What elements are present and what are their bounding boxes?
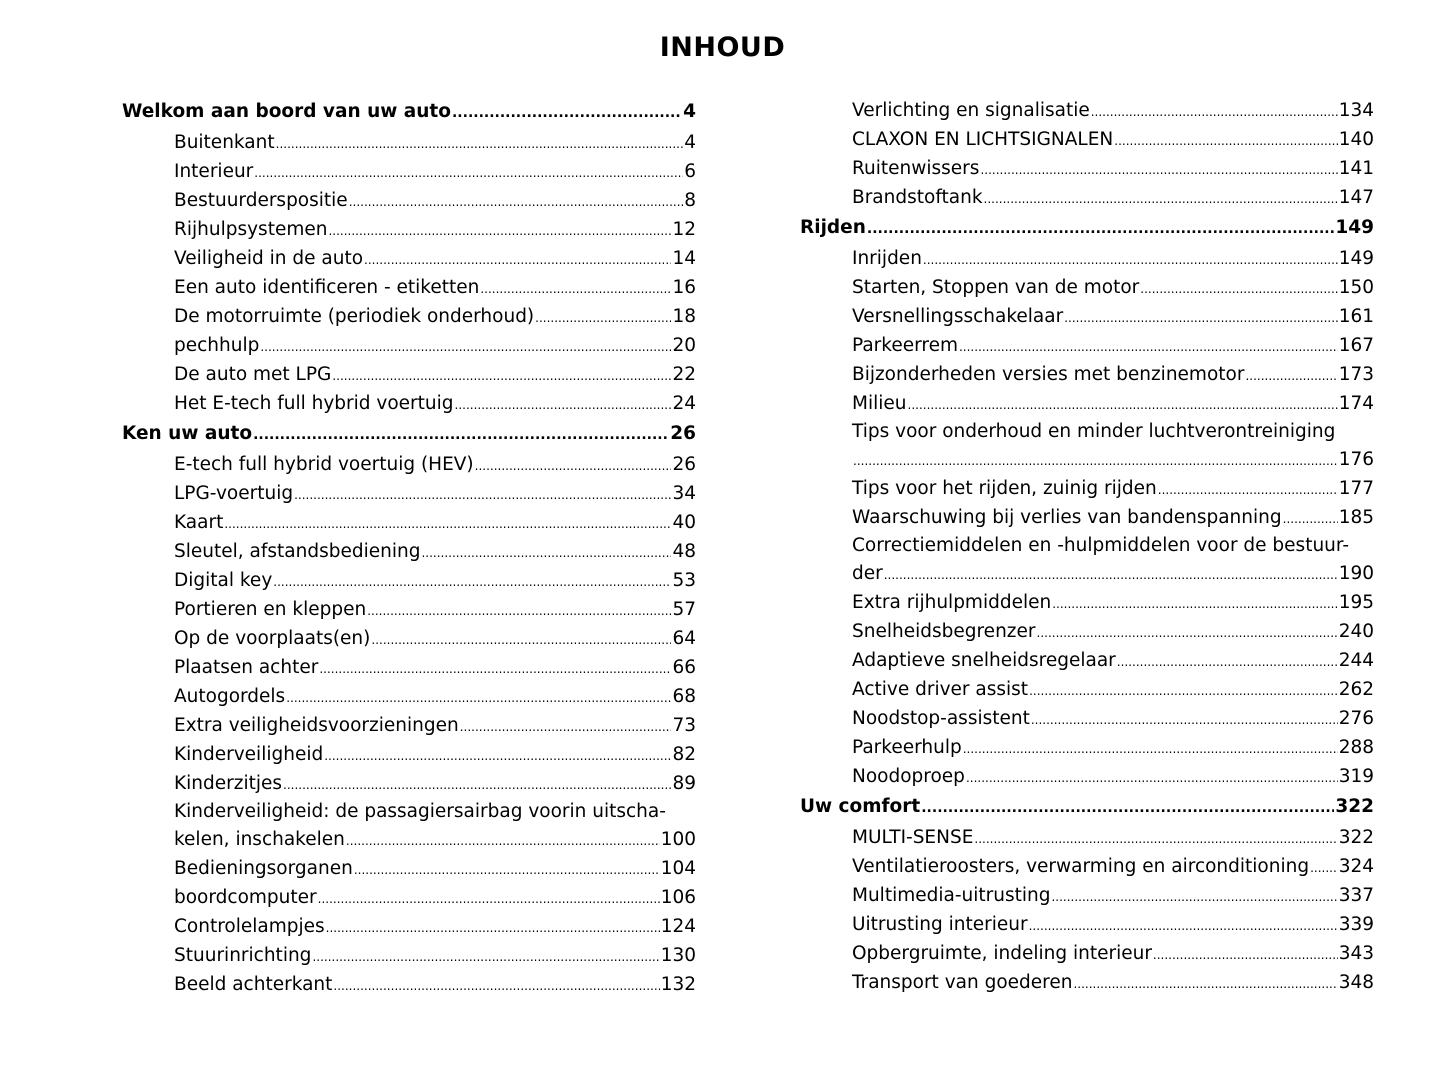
toc-entry[interactable] — [800, 244, 1374, 273]
toc-entry-page: 73 — [672, 715, 696, 736]
toc-right-column — [800, 96, 1374, 997]
toc-entry[interactable] — [800, 910, 1374, 939]
toc-entry[interactable] — [122, 798, 696, 854]
toc-entry-label: Ventilatieroosters, verwarming en airconditioning — [852, 856, 1310, 877]
dot-leader — [1051, 891, 1337, 903]
dot-leader — [884, 569, 1338, 581]
toc-entry[interactable] — [122, 854, 696, 883]
dot-leader — [421, 547, 671, 559]
toc-entry-label: boordcomputer — [174, 887, 317, 908]
dot-leader — [1064, 312, 1337, 324]
toc-entry-label: De motorruimte (periodiek onderhoud) — [174, 306, 535, 327]
toc-entry[interactable] — [800, 646, 1374, 675]
toc-entry[interactable] — [800, 733, 1374, 762]
dot-leader — [1158, 484, 1338, 496]
toc-entry-page: 26 — [672, 454, 696, 475]
toc-entry-label: Controlelampjes — [174, 916, 325, 937]
toc-entry[interactable] — [800, 418, 1374, 474]
toc-entry[interactable] — [800, 617, 1374, 646]
dot-leader — [328, 225, 671, 237]
toc-entry-label: Sleutel, afstandsbediening — [174, 541, 421, 562]
toc-entry-label-line1: Kinderveiligheid: de passagiersairbag voorin uitscha- — [174, 801, 666, 822]
toc-entry-label: Noodstop-assistent — [852, 708, 1030, 729]
toc-entry-page: 124 — [660, 916, 696, 937]
toc-entry-label: Autogordels — [174, 686, 286, 707]
toc-entry-label: Uitrusting interieur — [852, 914, 1028, 935]
toc-entry[interactable] — [800, 968, 1374, 997]
toc-entry-line2 — [852, 445, 1374, 474]
toc-entry-page: 66 — [672, 657, 696, 678]
toc-entry-label: Interieur — [174, 161, 254, 182]
toc-entry-page: 150 — [1338, 277, 1374, 298]
toc-entry-page: 48 — [672, 541, 696, 562]
toc-entry-page: 173 — [1338, 364, 1374, 385]
dot-leader — [959, 341, 1338, 353]
dot-leader — [326, 922, 660, 934]
toc-entry[interactable] — [122, 302, 696, 331]
toc-entry-page: 190 — [1338, 563, 1374, 584]
toc-entry[interactable] — [800, 474, 1374, 503]
toc-chapter-page: 149 — [1335, 217, 1374, 238]
toc-entry-label: Op de voorplaats(en) — [174, 628, 371, 649]
toc-entry-page: 177 — [1338, 478, 1374, 499]
toc-entry[interactable] — [122, 128, 696, 157]
dot-leader — [253, 428, 669, 442]
toc-entry-line2 — [852, 559, 1374, 588]
toc-entry-label: Verlichting en signalisatie — [852, 100, 1090, 121]
toc-entry-page: 141 — [1338, 158, 1374, 179]
toc-chapter-label: Welkom aan boord van uw auto — [122, 101, 451, 122]
toc-entry-label: Een auto identificeren - etiketten — [174, 277, 480, 298]
toc-entry-page: 240 — [1338, 621, 1374, 642]
dot-leader — [480, 283, 671, 295]
toc-entry[interactable] — [122, 450, 696, 479]
toc-entry-label: Stuurinrichting — [174, 945, 312, 966]
dot-leader — [867, 222, 1334, 236]
toc-entry-label: Snelheidsbegrenzer — [852, 621, 1036, 642]
toc-entry-label: CLAXON EN LICHTSIGNALEN — [852, 129, 1114, 150]
toc-entry-page: 4 — [684, 132, 696, 153]
dot-leader — [1310, 862, 1338, 874]
toc-entry[interactable] — [122, 479, 696, 508]
toc-entry-label: Bijzonderheden versies met benzinemotor — [852, 364, 1245, 385]
dot-leader — [1140, 283, 1337, 295]
toc-entry-label: Starten, Stoppen van de motor — [852, 277, 1140, 298]
toc-entry-label: Kinderzitjes — [174, 773, 282, 794]
dot-leader — [273, 576, 671, 588]
toc-entry-label: Milieu — [852, 393, 907, 414]
toc-entry-page: 106 — [660, 887, 696, 908]
toc-entry-page: 40 — [672, 512, 696, 533]
toc-entry[interactable] — [800, 939, 1374, 968]
toc-entry-label: Buitenkant — [174, 132, 275, 153]
toc-entry[interactable] — [800, 183, 1374, 212]
dot-leader — [921, 801, 1334, 815]
toc-chapter-label: Uw comfort — [800, 796, 921, 817]
toc-entry-page: 16 — [672, 277, 696, 298]
toc-entry[interactable] — [800, 503, 1374, 532]
toc-entry-label: Extra veiligheidsvoorzieningen — [174, 715, 459, 736]
toc-entry[interactable] — [122, 537, 696, 566]
toc-entry-label: Brandstoftank — [852, 187, 983, 208]
dot-leader — [354, 864, 660, 876]
toc-entry-label: Parkeerrem — [852, 335, 958, 356]
toc-entry-label: Plaatsen achter — [174, 657, 319, 678]
dot-leader — [367, 605, 671, 617]
toc-entry[interactable] — [122, 912, 696, 941]
toc-entry-label: Inrijden — [852, 248, 922, 269]
dot-leader — [908, 399, 1338, 411]
toc-entry[interactable] — [122, 740, 696, 769]
toc-entry[interactable] — [122, 157, 696, 186]
toc-entry-page: 176 — [1338, 449, 1374, 470]
dot-leader — [324, 750, 671, 762]
dot-leader — [346, 835, 660, 847]
dot-leader — [286, 692, 671, 704]
toc-entry-page: 20 — [672, 335, 696, 356]
toc-entry[interactable] — [800, 704, 1374, 733]
dot-leader — [984, 193, 1338, 205]
toc-entry-page: 22 — [672, 364, 696, 385]
toc-entry-label: der — [852, 563, 883, 584]
toc-entry-page: 132 — [660, 974, 696, 995]
dot-leader — [452, 106, 682, 120]
toc-entry[interactable] — [122, 970, 696, 999]
toc-entry-page: 104 — [660, 858, 696, 879]
toc-entry-label: Versnellingsschakelaar — [852, 306, 1064, 327]
toc-entry-label: Extra rijhulpmiddelen — [852, 592, 1052, 613]
toc-entry-label: Digital key — [174, 570, 273, 591]
toc-entry-label: Portieren en kleppen — [174, 599, 367, 620]
toc-entry-page: 288 — [1338, 737, 1374, 758]
toc-entry-label-line1: Tips voor onderhoud en minder luchtverontreiniging — [852, 421, 1336, 442]
toc-entry[interactable] — [122, 682, 696, 711]
toc-entry-label: Kaart — [174, 512, 224, 533]
toc-entry-label: LPG-voertuig — [174, 483, 294, 504]
toc-entry-page: 244 — [1338, 650, 1374, 671]
toc-chapter[interactable] — [122, 418, 696, 450]
toc-entry-label: Waarschuwing bij verlies van bandenspanning — [852, 507, 1282, 528]
dot-leader — [224, 518, 671, 530]
toc-entry[interactable] — [122, 711, 696, 740]
toc-entry-label: Active driver assist — [852, 679, 1029, 700]
toc-entry-page: 130 — [660, 945, 696, 966]
dot-leader — [923, 254, 1338, 266]
toc-entry[interactable] — [122, 624, 696, 653]
toc-entry-label: De auto met LPG — [174, 364, 332, 385]
toc-chapter-label: Rijden — [800, 217, 866, 238]
toc-entry-label: Veiligheid in de auto — [174, 248, 364, 269]
toc-chapter-page: 322 — [1335, 796, 1374, 817]
dot-leader — [254, 167, 683, 179]
toc-entry[interactable] — [122, 595, 696, 624]
toc-entry-page: 195 — [1338, 592, 1374, 613]
toc-entry[interactable] — [800, 675, 1374, 704]
dot-leader — [283, 779, 671, 791]
dot-leader — [371, 634, 671, 646]
toc-chapter[interactable] — [800, 791, 1374, 823]
toc-entry[interactable] — [800, 154, 1374, 183]
toc-entry-label: Beeld achterkant — [174, 974, 333, 995]
toc-entry-label: Parkeerhulp — [852, 737, 962, 758]
dot-leader — [1052, 598, 1337, 610]
toc-entry[interactable] — [800, 532, 1374, 588]
toc-entry-label: E-tech full hybrid voertuig (HEV) — [174, 454, 474, 475]
toc-entry-label: Bestuurderspositie — [174, 190, 348, 211]
toc-entry[interactable] — [800, 273, 1374, 302]
toc-entry-page: 339 — [1338, 914, 1374, 935]
toc-entry[interactable] — [800, 302, 1374, 331]
toc-entry[interactable] — [122, 941, 696, 970]
dot-leader — [1073, 978, 1337, 990]
toc-entry-page: 337 — [1338, 885, 1374, 906]
toc-chapter[interactable] — [122, 96, 696, 128]
toc-entry-page: 324 — [1338, 856, 1374, 877]
toc-entry[interactable] — [122, 273, 696, 302]
dot-leader — [1117, 656, 1338, 668]
toc-entry-label: Ruitenwissers — [852, 158, 980, 179]
toc-entry[interactable] — [122, 389, 696, 418]
toc-entry[interactable] — [122, 883, 696, 912]
dot-leader — [294, 489, 671, 501]
toc-entry[interactable] — [122, 186, 696, 215]
toc-entry-page: 6 — [684, 161, 696, 182]
toc-entry[interactable] — [800, 588, 1374, 617]
toc-entry-page: 64 — [672, 628, 696, 649]
toc-entry-page: 14 — [672, 248, 696, 269]
toc-chapter-page: 4 — [683, 101, 696, 122]
toc-entry-page: 18 — [672, 306, 696, 327]
page-title: INHOUD — [659, 32, 786, 63]
toc-entry[interactable] — [122, 215, 696, 244]
toc-entry-page: 82 — [672, 744, 696, 765]
dot-leader — [853, 455, 1338, 467]
dot-leader — [1245, 370, 1337, 382]
dot-leader — [966, 772, 1338, 784]
toc-entry-label: Multimedia-uitrusting — [852, 885, 1051, 906]
toc-entry[interactable] — [122, 769, 696, 798]
dot-leader — [1029, 920, 1338, 932]
toc-entry[interactable] — [800, 360, 1374, 389]
toc-entry-label: Het E-tech full hybrid voertuig — [174, 393, 454, 414]
toc-entry-page: 276 — [1338, 708, 1374, 729]
toc-entry-page: 348 — [1338, 972, 1374, 993]
dot-leader — [1037, 627, 1338, 639]
toc-entry-page: 68 — [672, 686, 696, 707]
dot-leader — [1029, 685, 1338, 697]
dot-leader — [332, 370, 671, 382]
toc-entry-page: 57 — [672, 599, 696, 620]
toc-entry-page: 174 — [1338, 393, 1374, 414]
toc-entry-page: 89 — [672, 773, 696, 794]
toc-entry-label: Bedieningsorganen — [174, 858, 353, 879]
dot-leader — [980, 164, 1337, 176]
dot-leader — [963, 743, 1338, 755]
dot-leader — [1091, 106, 1338, 118]
toc-entry-page: 167 — [1338, 335, 1374, 356]
toc-entry-page: 262 — [1338, 679, 1374, 700]
toc-entry[interactable] — [122, 653, 696, 682]
toc-chapter-label: Ken uw auto — [122, 423, 253, 444]
toc-entry-page: 12 — [672, 219, 696, 240]
dot-leader — [460, 721, 672, 733]
toc-entry-page: 100 — [660, 829, 696, 850]
dot-leader — [333, 980, 659, 992]
toc-entry-page: 161 — [1338, 306, 1374, 327]
toc-entry[interactable] — [800, 389, 1374, 418]
toc-entry-label: Opbergruimte, indeling interieur — [852, 943, 1152, 964]
dot-leader — [1114, 135, 1337, 147]
toc-entry-label: Noodoproep — [852, 766, 965, 787]
dot-leader — [455, 399, 672, 411]
toc-entry-label: Transport van goederen — [852, 972, 1073, 993]
toc-entry-page: 185 — [1338, 507, 1374, 528]
dot-leader — [1153, 949, 1338, 961]
toc-entry[interactable] — [800, 852, 1374, 881]
toc-entry-label: MULTI-SENSE — [852, 827, 974, 848]
toc-entry[interactable] — [800, 823, 1374, 852]
toc-entry-page: 8 — [684, 190, 696, 211]
toc-entry[interactable] — [800, 331, 1374, 360]
toc-entry[interactable] — [122, 244, 696, 273]
toc-entry[interactable] — [800, 881, 1374, 910]
dot-leader — [364, 254, 671, 266]
toc-entry[interactable] — [122, 508, 696, 537]
toc-entry-page: 319 — [1338, 766, 1374, 787]
dot-leader — [318, 893, 660, 905]
dot-leader — [1031, 714, 1338, 726]
toc-entry-label: Rijhulpsystemen — [174, 219, 328, 240]
toc-entry-label: kelen, inschakelen — [174, 829, 345, 850]
dot-leader — [276, 138, 684, 150]
toc-entry-page: 24 — [672, 393, 696, 414]
dot-leader — [260, 341, 671, 353]
toc-entry-page: 53 — [672, 570, 696, 591]
toc-entry[interactable] — [122, 331, 696, 360]
toc-entry-line2 — [174, 825, 696, 854]
dot-leader — [312, 951, 659, 963]
dot-leader — [349, 196, 684, 208]
toc-chapter-page: 26 — [670, 423, 696, 444]
toc-entry[interactable] — [800, 96, 1374, 125]
toc-entry-label: Kinderveiligheid — [174, 744, 324, 765]
toc-entry-page: 140 — [1338, 129, 1374, 150]
toc-entry-page: 147 — [1338, 187, 1374, 208]
dot-leader — [319, 663, 671, 675]
toc-entry[interactable] — [122, 566, 696, 595]
toc-entry[interactable] — [122, 360, 696, 389]
toc-entry-page: 322 — [1338, 827, 1374, 848]
toc-entry-label-line1: Correctiemiddelen en -hulpmiddelen voor de bestuur- — [852, 535, 1349, 556]
toc-entry-page: 34 — [672, 483, 696, 504]
toc-chapter[interactable] — [800, 212, 1374, 244]
toc-entry-page: 134 — [1338, 100, 1374, 121]
dot-leader — [974, 833, 1337, 845]
toc-entry-page: 343 — [1338, 943, 1374, 964]
toc-entry-label: Adaptieve snelheidsregelaar — [852, 650, 1116, 671]
toc-entry-label: pechhulp — [174, 335, 260, 356]
toc-entry[interactable] — [800, 762, 1374, 791]
dot-leader — [1283, 513, 1338, 525]
toc-entry-label: Tips voor het rijden, zuinig rijden — [852, 478, 1157, 499]
dot-leader — [475, 460, 672, 472]
toc-entry[interactable] — [800, 125, 1374, 154]
toc-entry-page: 149 — [1338, 248, 1374, 269]
dot-leader — [535, 312, 671, 324]
toc-left-column — [122, 96, 696, 999]
